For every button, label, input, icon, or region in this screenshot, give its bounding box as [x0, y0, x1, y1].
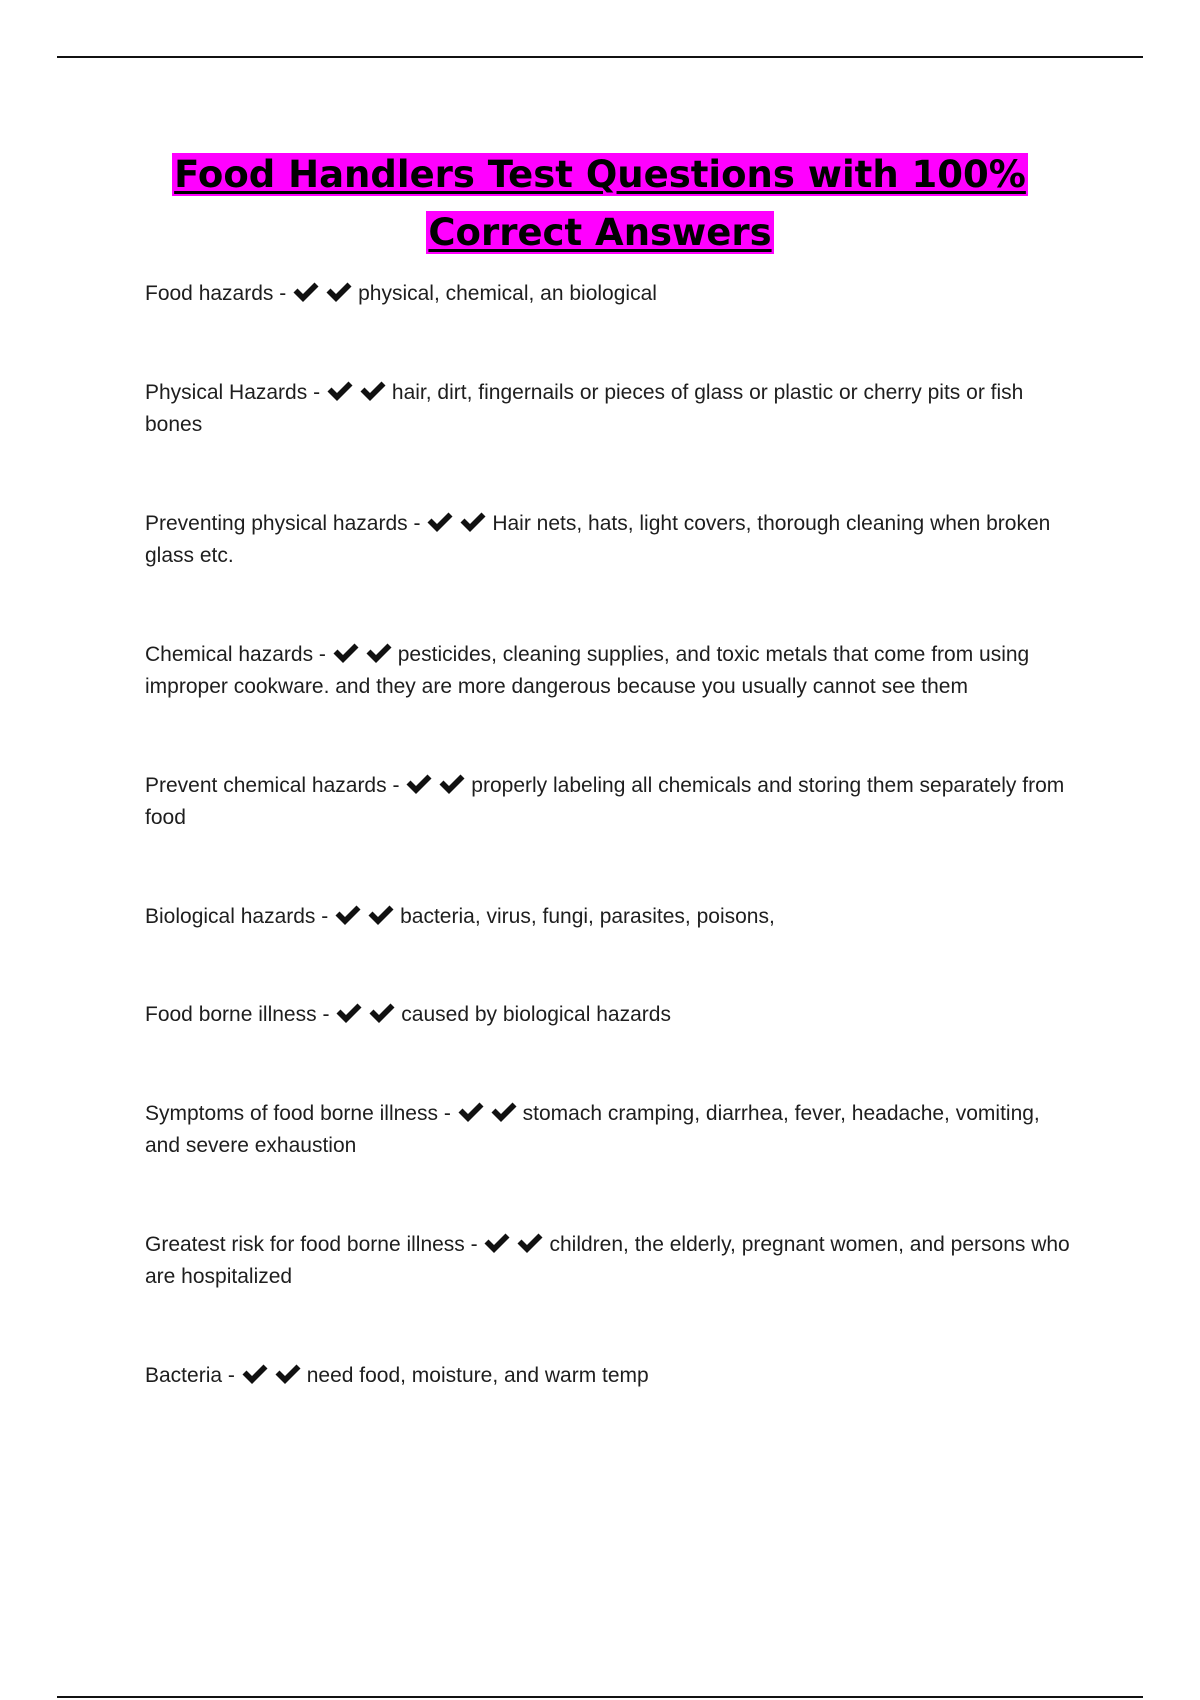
qa-separator: -	[313, 642, 332, 666]
check-icon	[359, 380, 387, 402]
qa-term: Biological hazards	[145, 904, 316, 928]
check-icon	[292, 281, 320, 303]
check-icon	[483, 1232, 511, 1254]
qa-separator: -	[222, 1363, 241, 1387]
check-icon	[367, 904, 395, 926]
qa-answer: hair, dirt, fingernails or pieces of glass or plastic or cherry pits or fish bones	[145, 380, 1024, 436]
qa-term: Physical Hazards	[145, 380, 308, 404]
check-icon	[334, 904, 362, 926]
qa-separator: -	[316, 1003, 336, 1026]
qa-answer: stomach cramping, diarrhea, fever, headache, vomiting, and severe exhaustion	[145, 1101, 1040, 1157]
qa-term: Food borne illness	[145, 1003, 317, 1026]
check-icon	[326, 380, 354, 402]
qa-item	[145, 278, 1080, 311]
bottom-rule	[57, 1696, 1143, 1698]
qa-separator: -	[273, 282, 293, 305]
qa-item	[145, 770, 1080, 835]
check-icon	[365, 642, 393, 664]
check-icon	[368, 1002, 396, 1024]
check-icon	[459, 511, 487, 533]
qa-item	[145, 1360, 1080, 1393]
qa-item	[145, 901, 1080, 934]
qa-term: Food hazards	[145, 282, 274, 305]
qa-answer: physical, chemical, an biological	[358, 282, 657, 305]
qa-answer: children, the elderly, pregnant women, and persons who are hospitalized	[145, 1232, 1070, 1288]
qa-answer: caused by biological hazards	[401, 1003, 671, 1026]
qa-separator: -	[464, 1232, 484, 1256]
qa-item	[145, 508, 1080, 573]
check-icon	[274, 1363, 302, 1385]
qa-answer: properly labeling all chemicals and storing them separately from food	[145, 773, 1065, 829]
qa-answer: pesticides, cleaning supplies, and toxic metals that come from using improper cookware. and they are more dangerous because you usually cannot see them	[145, 642, 1030, 698]
qa-list	[145, 278, 1080, 1458]
qa-separator: -	[315, 904, 335, 928]
check-icon	[335, 1002, 363, 1024]
check-icon	[332, 642, 360, 664]
check-icon	[516, 1232, 544, 1254]
qa-answer: bacteria, virus, fungi, parasites, poisons,	[400, 904, 775, 928]
qa-term: Chemical hazards	[145, 642, 314, 666]
qa-term: Symptoms of food borne illness	[145, 1101, 438, 1125]
qa-item	[145, 1229, 1080, 1294]
check-icon	[438, 773, 466, 795]
check-icon	[241, 1363, 269, 1385]
check-icon	[457, 1101, 485, 1123]
qa-item	[145, 639, 1080, 704]
qa-term: Preventing physical hazards	[145, 511, 408, 535]
check-icon	[426, 511, 454, 533]
qa-item	[145, 999, 1080, 1032]
qa-term: Prevent chemical hazards	[145, 773, 387, 797]
qa-term: Bacteria	[145, 1363, 223, 1387]
check-icon	[405, 773, 433, 795]
top-rule	[57, 56, 1143, 58]
qa-item	[145, 377, 1080, 442]
qa-separator: -	[437, 1101, 457, 1125]
check-icon	[325, 281, 353, 303]
document-title	[100, 146, 1100, 262]
qa-answer: Hair nets, hats, light covers, thorough cleaning when broken glass etc.	[145, 511, 1051, 567]
qa-separator: -	[307, 380, 326, 404]
qa-term: Greatest risk for food borne illness	[145, 1232, 465, 1256]
qa-item	[145, 1098, 1080, 1163]
qa-separator: -	[386, 773, 406, 797]
qa-separator: -	[407, 511, 427, 535]
check-icon	[490, 1101, 518, 1123]
document-title-text: Food Handlers Test Questions with 100% Correct Answers	[174, 153, 1026, 254]
qa-answer: need food, moisture, and warm temp	[306, 1363, 649, 1387]
